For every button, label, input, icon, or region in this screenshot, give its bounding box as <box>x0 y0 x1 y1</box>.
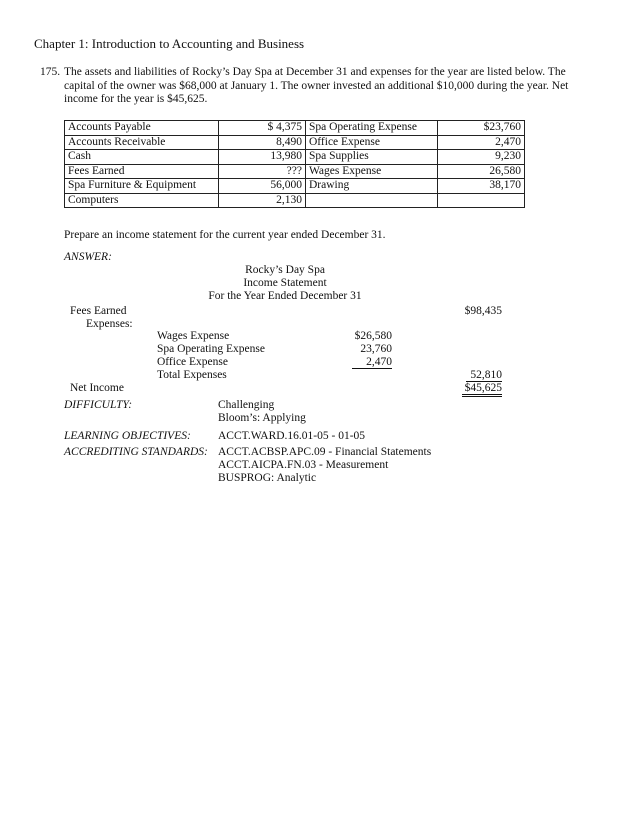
expense-value: 2,470 <box>352 356 392 369</box>
table-row <box>65 150 525 165</box>
table-row <box>65 121 525 136</box>
blooms-value: Bloom’s: Applying <box>218 412 306 424</box>
table-cell: Spa Operating Expense <box>306 121 438 136</box>
table-cell: 38,170 <box>438 179 525 194</box>
standards-label: ACCREDITING STANDARDS: <box>64 446 208 458</box>
net-income-label: Net Income <box>70 382 124 394</box>
table-cell: ??? <box>219 164 306 179</box>
table-cell: Accounts Payable <box>65 121 219 136</box>
table-cell <box>438 193 525 208</box>
statement-period: For the Year Ended December 31 <box>208 290 362 302</box>
objectives-value: ACCT.WARD.16.01-05 - 01-05 <box>218 430 366 442</box>
total-expenses-value: 52,810 <box>466 369 502 382</box>
difficulty-value: Challenging <box>218 399 275 411</box>
expense-value: 23,760 <box>360 343 392 355</box>
expense-label: Office Expense <box>157 356 228 368</box>
expenses-label: Expenses: <box>86 318 133 330</box>
expense-label: Spa Operating Expense <box>157 343 265 355</box>
table-cell: Wages Expense <box>306 164 438 179</box>
account-balances-table <box>64 120 525 208</box>
table-cell: 9,230 <box>438 150 525 165</box>
table-cell: 26,580 <box>438 164 525 179</box>
standards-value: BUSPROG: Analytic <box>218 472 317 484</box>
expense-value: $26,580 <box>354 330 392 342</box>
table-cell <box>306 193 438 208</box>
question-number: 175. <box>40 66 61 78</box>
net-income-value: $45,625 <box>462 382 502 397</box>
expense-label: Wages Expense <box>157 330 230 342</box>
table-cell: 56,000 <box>219 179 306 194</box>
table-cell: Accounts Receivable <box>65 135 219 150</box>
standards-value: ACCT.AICPA.FN.03 - Measurement <box>218 459 389 471</box>
prompt-text: Prepare an income statement for the current year ended December 31. <box>64 229 386 241</box>
table-row <box>65 164 525 179</box>
question-text: The assets and liabilities of Rocky’s Day Spa at December 31 and expenses for the year are listed below. The capital of the owner was $68,000 at January 1. The owner invested an additional $10,000 during the year. Net income for the year is $45,625. <box>64 66 569 105</box>
table-cell: Fees Earned <box>65 164 219 179</box>
table-cell: 13,980 <box>219 150 306 165</box>
statement-company: Rocky’s Day Spa <box>245 264 325 276</box>
table-cell: Drawing <box>306 179 438 194</box>
table-cell: Office Expense <box>306 135 438 150</box>
standards-value: ACCT.ACBSP.APC.09 - Financial Statements <box>218 446 432 458</box>
table-cell: Computers <box>65 193 219 208</box>
total-expenses-label: Total Expenses <box>157 369 227 381</box>
fees-earned-value: $98,435 <box>464 305 502 317</box>
table-cell: 8,490 <box>219 135 306 150</box>
table-cell: Cash <box>65 150 219 165</box>
table-row <box>65 193 525 208</box>
table-cell: $23,760 <box>438 121 525 136</box>
table-cell: Spa Supplies <box>306 150 438 165</box>
table-row <box>65 135 525 150</box>
table-cell: $ 4,375 <box>219 121 306 136</box>
table-cell: 2,130 <box>219 193 306 208</box>
fees-earned-label: Fees Earned <box>70 305 127 317</box>
table-cell: Spa Furniture & Equipment <box>65 179 219 194</box>
table-row <box>65 179 525 194</box>
difficulty-label: DIFFICULTY: <box>64 399 133 411</box>
statement-title: Income Statement <box>243 277 327 289</box>
objectives-label: LEARNING OBJECTIVES: <box>64 430 191 442</box>
chapter-title: Chapter 1: Introduction to Accounting and Business <box>34 36 305 51</box>
answer-label: ANSWER: <box>64 251 112 263</box>
table-cell: 2,470 <box>438 135 525 150</box>
